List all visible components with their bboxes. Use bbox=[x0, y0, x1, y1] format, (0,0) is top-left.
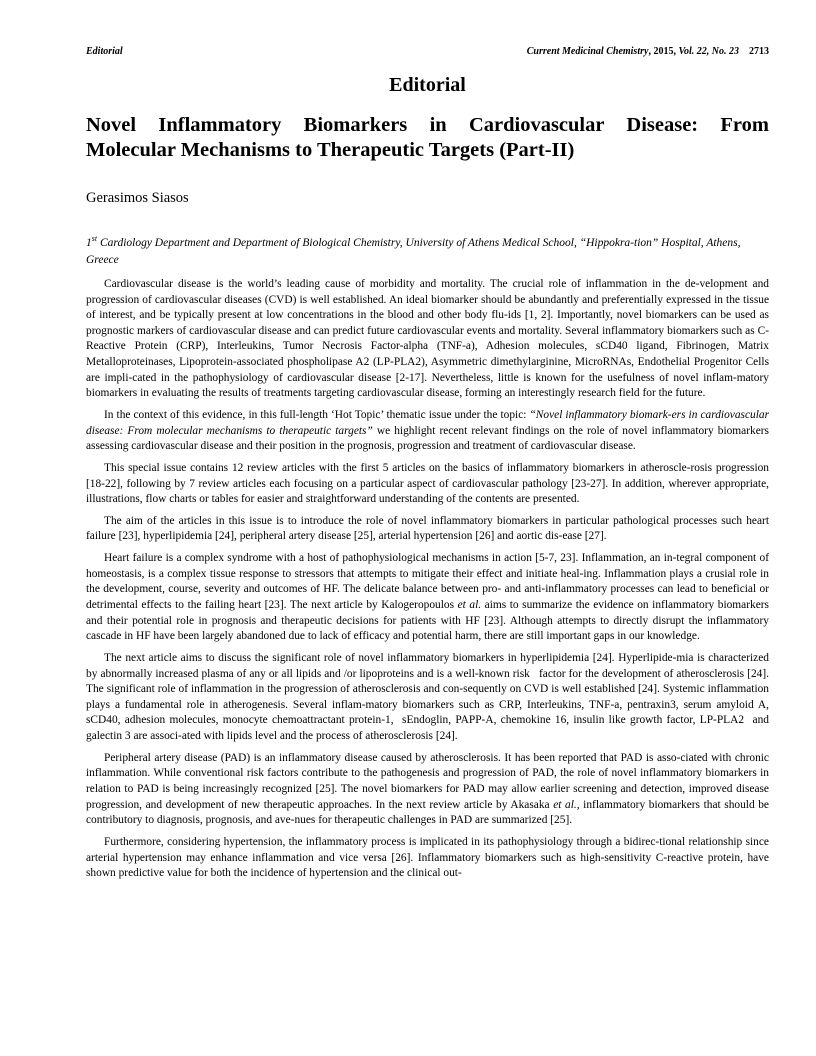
paragraph-issue-contents: This special issue contains 12 review articles with the first 5 articles on the basics of inflammatory biomarkers in atheroscle-rosis progression [18-22], following by 7 review articles each focusing on a particular aspect of cardiovascular pathology [23-27]. In addition, wherever appropriate, illustrations, flow charts or tables for easier and straightforward understanding of the contents are presented. bbox=[86, 461, 769, 506]
paragraph-aim: The aim of the articles in this issue is to introduce the role of novel inflammatory biomarkers in particular pathological processes such heart failure [23], hyperlipidemia [24], peripheral artery disease [25], arterial hypertension [26] and aortic dis-ease [27]. bbox=[86, 514, 769, 543]
affiliation bbox=[86, 235, 769, 269]
paragraph-hot-topic bbox=[86, 408, 769, 455]
paragraph-heart-failure bbox=[86, 551, 769, 645]
paragraph-text: Heart failure is a complex syndrome with a host of pathophysiological mechanisms in action [5-7, 23]. Inflammation, an in-tegral component of homeostasis, is a complex tissue response to stressors that attempts to mitigate their effect and initiate heal-ing. Inflammation plays a crusial role in the development, course, severity and outcomes of HF. The delicate balance between pro- and anti-inflammatory processes can lead to beneficial or detrimental effects to the failing heart [23]. The next article by Kalogeropoulos bbox=[86, 552, 769, 612]
running-head-citation bbox=[527, 46, 769, 57]
article-title-line-1: Novel Inflammatory Biomarkers in Cardiovascular Disease: From bbox=[86, 114, 769, 136]
paragraph-hyperlipidemia: The next article aims to discuss the significant role of novel inflammatory biomarkers in hyperlipidemia [24]. Hyperlipide-mia is characterized by abnormally increased plasma of any or all lipids and /or lipoproteins and is a well-known risk factor for the development of atherosclerosis [24]. The significant role of inflammation in the progression of atherosclerosis and con-sequently on CVD is well established [24]. Systemic inflammation plays a fundamental role in atherogenesis. Several inflam-matory biomarkers such as CRP, Interleukins, TNF-a, pentraxin3, serum amyloid A, sCD40, adhesion molecules, monocyte chemoattractant protein-1, sEndoglin, PAPP-A, chemokine 16, insulin like growth factor, LP-PLA2 and galectin 3 are associ-ated with lipids level and the process of atherosclerosis [24]. bbox=[86, 652, 769, 742]
paragraph-intro: Cardiovascular disease is the world’s leading cause of morbidity and mortality. The crucial role of inflammation in the de-velopment and progression of cardiovascular diseases (CVD) is well established. An ideal biomarker should be abundantly and preferentially expressed in the tissue of interest, and be typically present at low concentrations in the blood and other body flu-ids [1, 2]. Importantly, novel biomarkers can be used as prognostic markers of cardiovascular disease and can predict future cardiovascular events and mortality. Several inflammatory biomarkers such as C-Reactive Protein (CRP), Interleukins, Tumor Necrosis Factor-alpha (TNF-a), Adhesion molecules, sCD40 ligand, Fibrinogen, Matrix Metalloproteinases, Lipoprotein-associated phospholipase A2 (LP-PLA2), Asymmetric dimethylarginine, MicroRNAs, Endothelial Progenitor Cells are impli-cated in the pathophysiology of cardiovascular disease [2-17]. Nevertheless, little is known for the usefulness of novel inflam-matory biomarkers in evaluating the results of treatments targeting cardiovascular disease, forming an interestingly research field for the future. bbox=[86, 278, 769, 400]
affiliation-ordinal: 1 bbox=[86, 237, 92, 249]
paragraph-text: Peripheral artery disease (PAD) is an inflammatory disease caused by atherosclerosis. It has been reported that PAD is asso-ciated with chronic inflammation. While conventional risk factors contribute to the pathogenesis and progression of PAD, the role of novel inflammatory biomarkers in relation to PAD is being increasingly recognized [25]. The novel biomarkers for PAD may allow earlier screening and detection, improved disease progression, and development of new therapeutic approaches. In the next review article by Akasaka bbox=[86, 751, 769, 811]
paragraph-pad bbox=[86, 751, 769, 829]
running-head-section: Editorial bbox=[86, 46, 123, 57]
et-al: et al. bbox=[457, 599, 482, 612]
article-title bbox=[86, 113, 769, 163]
author-name: Gerasimos Siasos bbox=[86, 190, 189, 206]
paragraph-text: In the context of this evidence, in this full-length ‘Hot Topic’ thematic issue under the topic: bbox=[104, 408, 530, 421]
journal-volume: Vol. 22, No. 23 bbox=[678, 46, 739, 57]
paragraph-text: aims to summarize the evidence on inflammatory biomarkers and their potential role in prognosis and therapeutic decisions for patients with HF [23]. Although attempts to directly disrupt the inflammatory cascade in HF have been largely abandoned due to lack of efficacy and potential harm, there are still important gaps in our knowledge. bbox=[86, 599, 769, 643]
section-label: Editorial bbox=[389, 74, 466, 96]
article-body bbox=[86, 277, 769, 888]
et-al: et al. bbox=[553, 798, 577, 811]
journal-name: Current Medicinal Chemistry bbox=[526, 46, 649, 57]
paragraph-text: , inflammatory biomarkers that should be contributory to diagnosis, prognosis, and ave-nues for therapeutic challenges in PAD are summarized [25]. bbox=[86, 798, 769, 827]
affiliation-ordinal-suffix: st bbox=[91, 234, 98, 243]
paragraph-hypertension: Furthermore, considering hypertension, the inflammatory process is implicated in its pathophysiology through a bidirec-tional relationship since arterial hypertension may enhance inflammation and vice versa [26]. Inflammatory biomarkers such as high-sensitivity C-reactive protein, have shown predictive value for both the incidence of hypertension and the clinical out- bbox=[86, 835, 769, 880]
issue-topic-title: “Novel inflammatory biomark-ers in cardiovascular disease: From molecular mechanisms to therapeutic targets” bbox=[86, 408, 770, 437]
running-head bbox=[86, 46, 769, 57]
journal-year: , 2015, bbox=[648, 46, 679, 57]
paragraph-text: we highlight recent relevant findings on the role of novel inflammatory biomarkers assessing cardiovascular disease and their position in the prognosis, progression and treatment of cardiovascular disease. bbox=[86, 424, 769, 453]
affiliation-text: Cardiology Department and Department of Biological Chemistry, University of Athens Medical School, “Hippokra-tion” Hospital, Athens, Greece bbox=[86, 237, 741, 266]
page-number: 2713 bbox=[749, 46, 769, 57]
article-title-line-2: Molecular Mechanisms to Therapeutic Targets (Part-II) bbox=[86, 139, 575, 161]
